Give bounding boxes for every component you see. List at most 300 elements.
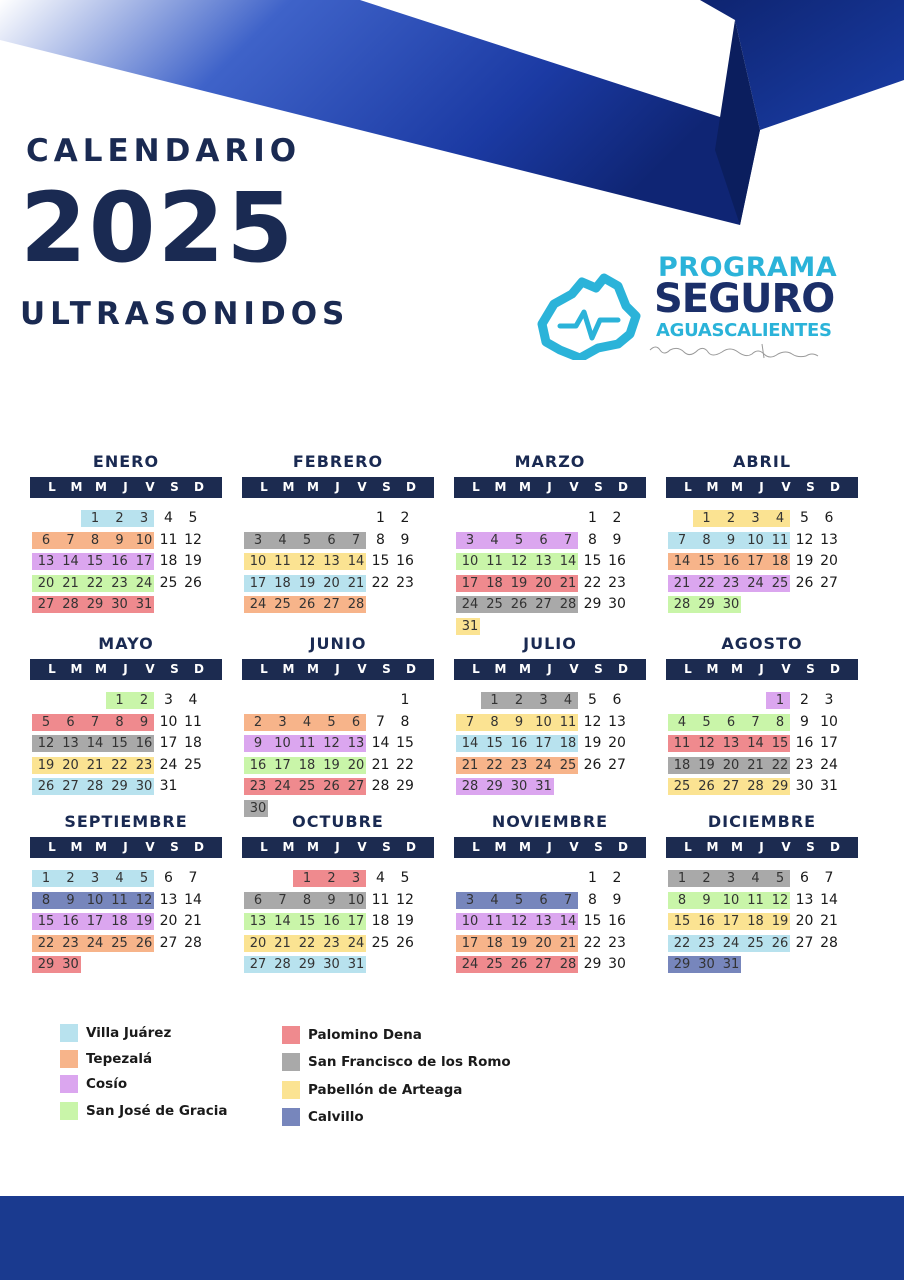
day-cell: 19 [184,553,202,569]
day-cell: 25 [486,957,503,972]
day-cell: 9 [726,532,736,548]
day-cell: 8 [376,531,385,548]
day-cell: 28 [62,597,79,612]
day-cell: 4 [115,871,124,886]
day-cell: 23 [510,757,528,773]
weekday-label: D [830,662,840,676]
day-cell: 22 [396,756,414,773]
day-cell: 31 [535,779,552,794]
weekday-label: J [759,662,764,676]
day-cell: 27 [535,957,552,972]
day-cell: 16 [111,554,128,569]
day-cell: 5 [800,510,809,526]
day-cell: 18 [747,914,764,929]
day-cell: 31 [135,597,153,612]
day-cell: 30 [608,956,626,972]
day-cell: 1 [302,871,312,886]
weekday-label: D [194,480,204,494]
day-cell: 3 [278,714,287,730]
day-cell: 16 [396,553,414,569]
day-cell: 11 [159,531,178,548]
day-cell: 25 [274,597,291,612]
day-cell: 13 [347,736,365,751]
day-cell: 2 [115,511,124,526]
weekday-label: S [594,840,603,854]
day-cell: 8 [677,892,687,908]
day-cell: 21 [274,935,291,951]
day-cell: 2 [612,510,622,526]
day-cell: 8 [490,714,499,730]
weekday-header [666,659,858,680]
day-cell: 4 [775,511,785,526]
day-cell: 12 [135,892,153,908]
day-cell: 14 [86,736,104,751]
day-cell: 3 [465,892,475,908]
weekday-label: M [494,480,507,494]
day-cell: 6 [164,870,173,886]
weekday-label: S [806,480,815,494]
weekday-label: M [494,840,507,854]
day-cell: 4 [677,714,687,730]
day-cell: 3 [351,871,361,886]
day-cell: 12 [583,713,602,730]
weekday-label: D [406,480,416,494]
day-cell: 3 [751,511,760,526]
day-cell: 24 [249,597,267,612]
day-cell: 11 [184,713,202,730]
calendar-title: CALENDARIO [26,133,302,169]
day-cell: 30 [698,957,715,972]
weekday-label: J [335,662,340,676]
day-cell: 27 [820,574,838,591]
legend-swatch [60,1024,78,1042]
day-cell: 18 [486,575,503,591]
day-cell: 8 [302,892,312,908]
weekday-header [30,659,222,680]
weekday-label: V [781,480,791,494]
day-cell: 26 [37,779,55,794]
day-cell: 5 [41,714,51,730]
footer-band [0,1196,904,1280]
day-cell: 6 [66,714,75,730]
day-cell: 28 [86,779,104,794]
logo-text-aguascalientes: AGUASCALIENTES [656,320,832,341]
day-cell: 1 [115,693,124,708]
day-cell: 11 [486,914,503,929]
day-cell: 21 [347,575,365,591]
day-cell: 20 [722,757,740,773]
day-cell: 18 [673,757,691,773]
weekday-label: M [706,480,719,494]
day-cell: 11 [274,554,291,569]
day-cell: 23 [608,934,626,951]
day-cell: 14 [62,554,79,569]
weekday-header [242,659,434,680]
day-cell: 29 [86,597,104,612]
day-cell: 20 [249,935,267,951]
day-cell: 29 [486,779,503,794]
day-cell: 20 [323,575,340,591]
day-cell: 25 [184,756,202,773]
day-cell: 6 [612,692,622,708]
day-cell: 6 [327,532,336,548]
day-cell: 26 [795,574,814,591]
day-cell: 13 [62,736,79,751]
day-cell: 27 [722,779,740,794]
day-cell: 8 [702,532,711,548]
day-cell: 1 [400,692,410,708]
day-cell: 25 [159,574,178,591]
day-cell: 15 [486,736,503,751]
day-cell: 7 [677,532,687,548]
day-cell: 17 [347,914,365,929]
day-cell: 24 [347,935,365,951]
day-cell: 15 [771,736,789,751]
day-cell: 8 [775,714,785,730]
day-cell: 11 [771,532,789,548]
day-cell: 15 [37,914,55,929]
day-cell: 23 [111,575,128,591]
day-cell: 1 [677,871,687,886]
day-cell: 10 [747,532,764,548]
day-cell: 2 [514,693,524,708]
weekday-label: J [335,840,340,854]
day-cell: 4 [188,692,198,708]
day-cell: 2 [139,693,149,708]
day-cell: 15 [583,913,602,929]
weekday-label: J [759,480,764,494]
day-cell: 23 [135,757,153,773]
day-cell: 4 [376,870,385,886]
weekday-label: V [145,662,155,676]
legend-label: Calvillo [308,1109,364,1125]
day-cell: 13 [249,914,267,929]
weekday-label: S [806,840,815,854]
day-cell: 28 [747,779,764,794]
year-title: 2025 [20,172,296,284]
day-cell: 19 [510,935,528,951]
day-cell: 9 [400,531,410,548]
weekday-label: M [70,662,83,676]
weekday-label: V [145,480,155,494]
day-cell: 15 [673,914,691,929]
day-cell: 4 [164,510,173,526]
day-cell: 19 [298,575,316,591]
weekday-label: M [307,480,319,494]
day-cell: 1 [90,511,100,526]
day-cell: 21 [820,913,838,929]
day-cell: 19 [396,913,414,929]
day-cell: 13 [159,891,178,908]
day-cell: 11 [486,554,503,569]
day-cell: 18 [159,553,178,569]
day-cell: 28 [673,597,691,612]
day-cell: 14 [820,891,838,908]
day-cell: 17 [274,757,291,773]
day-cell: 26 [298,597,316,612]
day-cell: 21 [86,757,104,773]
day-cell: 16 [608,913,626,929]
weekday-label: M [70,480,83,494]
day-cell: 3 [90,871,100,886]
weekday-label: S [170,662,179,676]
day-cell: 19 [795,553,814,569]
day-cell: 26 [510,597,528,612]
day-cell: 23 [323,935,340,951]
day-cell: 25 [747,935,764,951]
day-cell: 25 [673,779,691,794]
weekday-label: L [48,662,56,676]
legend-label: Tepezalá [86,1051,153,1067]
day-cell: 6 [253,892,263,908]
day-cell: 24 [159,756,178,773]
day-cell: 1 [702,511,711,526]
day-cell: 12 [795,531,814,548]
day-cell: 18 [274,575,291,591]
weekday-label: D [618,840,628,854]
day-cell: 24 [461,957,479,972]
day-cell: 24 [747,575,764,591]
day-cell: 26 [396,934,414,951]
day-cell: 30 [323,957,340,972]
day-cell: 13 [535,914,552,929]
weekday-label: S [594,480,603,494]
day-cell: 11 [298,736,316,751]
weekday-label: M [731,480,743,494]
weekday-label: L [260,480,268,494]
day-cell: 14 [184,891,202,908]
weekday-label: S [170,480,179,494]
weekday-header [454,837,646,858]
weekday-label: D [194,840,204,854]
day-cell: 3 [164,692,173,708]
weekday-label: S [170,840,179,854]
day-cell: 22 [583,574,602,591]
day-cell: 8 [588,531,597,548]
weekday-label: M [282,840,295,854]
weekday-header [242,837,434,858]
day-cell: 21 [184,913,202,929]
month-name: MARZO [514,452,586,471]
day-cell: 1 [41,871,51,886]
month-name: SEPTIEMBRE [64,812,188,831]
weekday-header [242,477,434,498]
weekday-label: M [731,662,743,676]
day-cell: 13 [795,891,814,908]
day-cell: 29 [698,597,715,612]
day-cell: 28 [347,597,365,612]
weekday-label: M [282,480,295,494]
day-cell: 30 [510,779,528,794]
day-cell: 11 [673,736,691,751]
day-cell: 18 [111,914,128,929]
day-cell: 13 [535,554,552,569]
weekday-label: V [569,662,579,676]
day-cell: 31 [820,778,838,794]
day-cell: 24 [461,597,479,612]
legend-swatch [60,1075,78,1093]
day-cell: 24 [820,756,838,773]
day-cell: 22 [673,935,691,951]
day-cell: 9 [139,714,149,730]
day-cell: 1 [775,693,785,708]
day-cell: 1 [588,510,597,526]
weekday-label: M [706,662,719,676]
programa-seguro-logo [534,250,854,370]
day-cell: 10 [135,532,153,548]
day-cell: 10 [535,714,552,730]
day-cell: 19 [135,914,153,929]
day-cell: 8 [400,713,410,730]
day-cell: 17 [159,735,178,751]
weekday-label: J [123,480,128,494]
day-cell: 28 [559,597,577,612]
day-cell: 11 [371,891,390,908]
day-cell: 22 [298,935,316,951]
day-cell: 12 [510,914,528,929]
day-cell: 26 [184,574,202,591]
weekday-label: M [95,662,107,676]
legend-label: Palomino Dena [308,1027,422,1043]
weekday-header [30,477,222,498]
day-cell: 7 [563,892,573,908]
day-cell: 25 [559,757,577,773]
weekday-label: J [123,840,128,854]
weekday-label: J [123,662,128,676]
day-cell: 29 [111,779,128,794]
day-cell: 23 [249,779,267,794]
day-cell: 7 [90,714,100,730]
day-cell: 11 [111,892,128,908]
day-cell: 16 [795,735,814,751]
day-cell: 15 [298,914,316,929]
day-cell: 4 [490,532,499,548]
day-cell: 24 [535,757,552,773]
day-cell: 8 [115,714,124,730]
day-cell: 3 [824,692,834,708]
day-cell: 30 [249,800,267,816]
legend-swatch [282,1026,300,1044]
day-cell: 11 [747,892,764,908]
weekday-label: L [684,662,692,676]
weekday-label: V [781,662,791,676]
weekday-label: L [260,662,268,676]
day-cell: 24 [135,575,153,591]
weekday-label: V [357,662,367,676]
day-cell: 22 [771,757,789,773]
weekday-label: M [731,840,743,854]
day-cell: 20 [62,757,79,773]
day-cell: 29 [771,779,789,794]
day-cell: 12 [771,892,789,908]
day-cell: 9 [800,713,809,730]
day-cell: 3 [139,511,149,526]
day-cell: 19 [583,735,602,751]
day-cell: 10 [249,554,267,569]
day-cell: 20 [37,575,55,591]
day-cell: 26 [771,935,789,951]
day-cell: 14 [747,736,764,751]
day-cell: 18 [771,554,789,569]
day-cell: 29 [396,778,414,794]
signature-scribble [644,338,844,360]
day-cell: 28 [820,934,838,951]
day-cell: 6 [800,870,809,886]
day-cell: 18 [184,735,202,751]
month-name: JUNIO [309,634,367,653]
weekday-label: V [357,480,367,494]
day-cell: 22 [486,757,503,773]
day-cell: 13 [722,736,740,751]
day-cell: 13 [323,554,340,569]
day-cell: 17 [461,935,479,951]
day-cell: 9 [66,892,75,908]
day-cell: 30 [795,778,814,794]
weekday-label: M [494,662,507,676]
day-cell: 2 [702,871,711,886]
legend-label: San José de Gracia [86,1103,228,1119]
day-cell: 10 [159,713,178,730]
legend-swatch [60,1050,78,1068]
weekday-label: L [260,840,268,854]
weekday-header [666,837,858,858]
day-cell: 10 [347,892,365,908]
day-cell: 16 [135,736,153,751]
day-cell: 17 [86,914,104,929]
day-cell: 26 [135,935,153,951]
day-cell: 31 [159,778,178,794]
day-cell: 7 [351,532,361,548]
day-cell: 23 [62,935,79,951]
weekday-label: S [382,662,391,676]
weekday-label: M [70,840,83,854]
weekday-label: J [547,480,552,494]
day-cell: 20 [535,575,552,591]
day-cell: 20 [608,735,626,751]
day-cell: 30 [62,957,79,972]
day-cell: 16 [722,554,740,569]
day-cell: 28 [461,779,479,794]
day-cell: 21 [62,575,79,591]
weekday-label: M [519,480,531,494]
weekday-label: J [335,480,340,494]
day-cell: 7 [188,870,198,886]
day-cell: 16 [608,553,626,569]
day-cell: 17 [135,554,153,569]
day-cell: 31 [722,957,740,972]
day-cell: 2 [612,870,622,886]
day-cell: 30 [608,596,626,612]
day-cell: 14 [559,554,577,569]
day-cell: 4 [278,532,287,548]
day-cell: 17 [747,554,764,569]
day-cell: 21 [559,935,577,951]
day-cell: 25 [371,934,390,951]
day-cell: 19 [37,757,55,773]
day-cell: 30 [111,597,128,612]
day-cell: 7 [751,714,760,730]
weekday-label: M [307,662,319,676]
aguascalientes-map-icon [534,264,644,360]
day-cell: 14 [371,735,390,751]
day-cell: 3 [539,693,548,708]
legend-label: San Francisco de los Romo [308,1054,511,1070]
weekday-label: V [145,840,155,854]
weekday-label: V [357,840,367,854]
day-cell: 1 [490,693,499,708]
day-cell: 26 [323,779,340,794]
weekday-label: M [307,840,319,854]
